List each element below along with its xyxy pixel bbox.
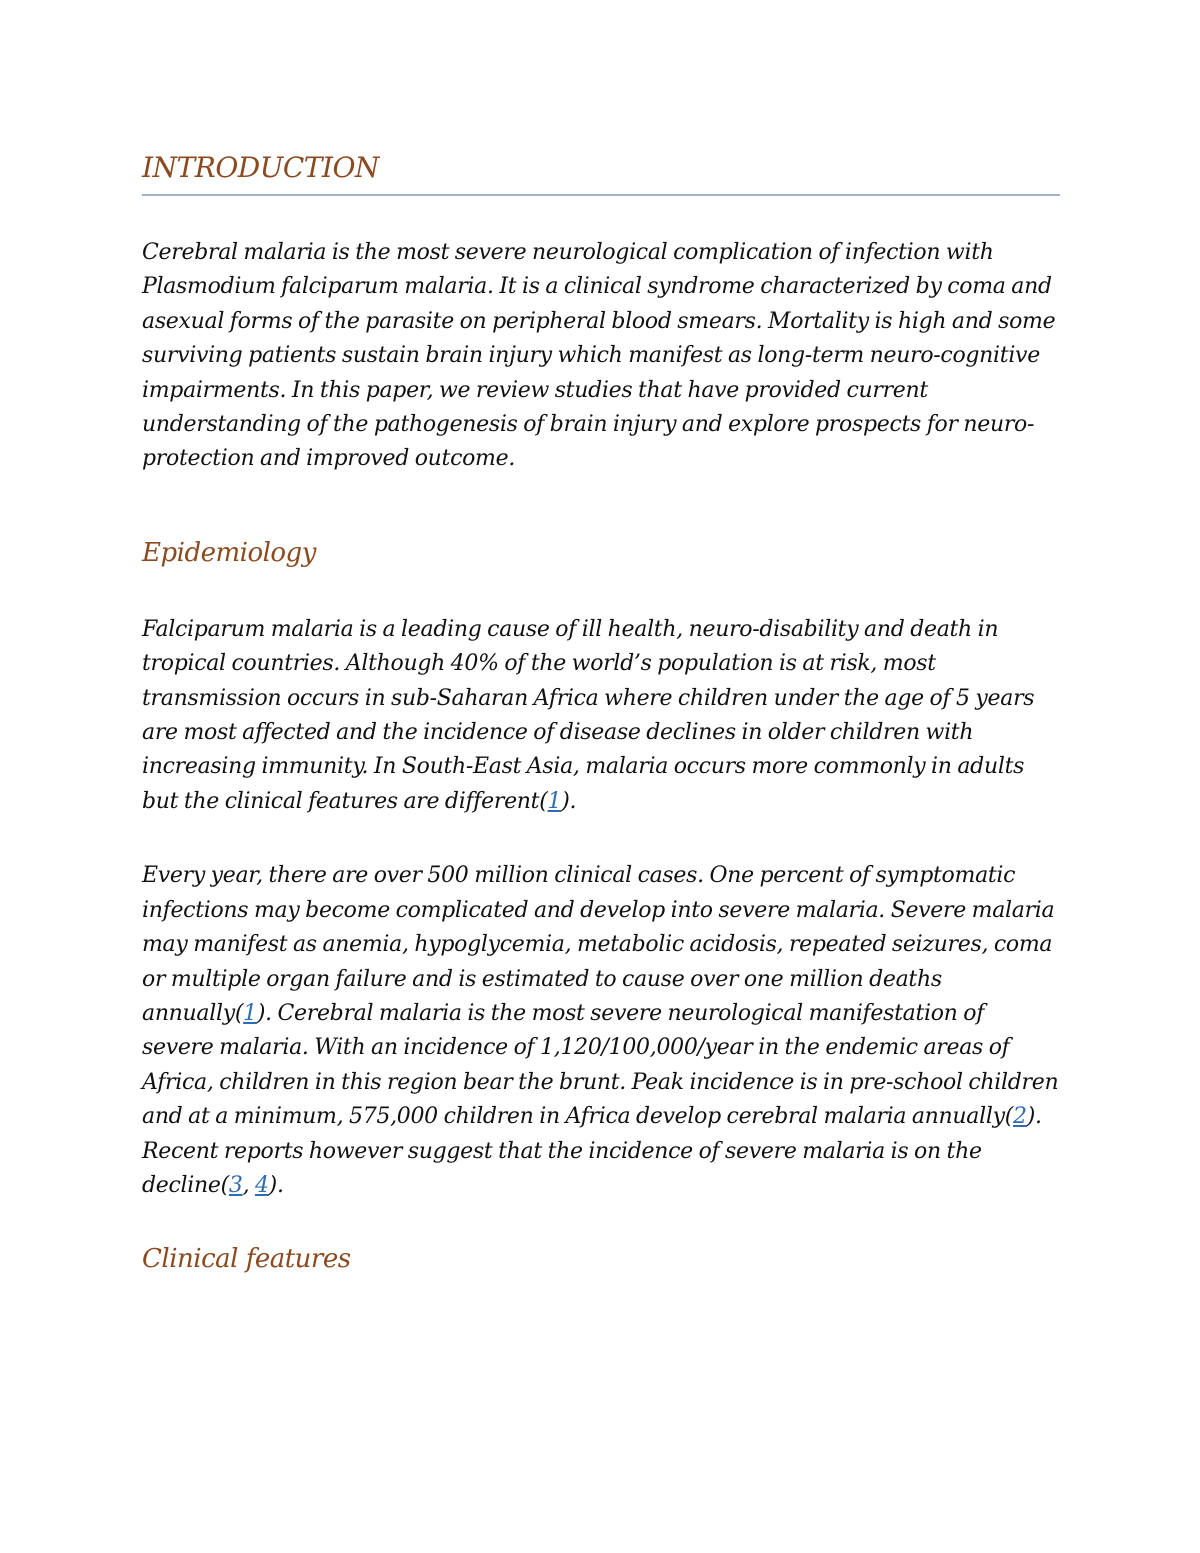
paragraph-text: ). — [268, 1172, 284, 1198]
paragraph-text: ). Cerebral malaria is the most severe neurological manifestation of severe malaria. With an incidence of 1,120/100,000/year in the endemic areas of Africa, children in this region bear the brunt. Peak incidence is in pre-school children and at a minimum, 575,000 children in Africa develop cerebral malaria annually( — [142, 1000, 1059, 1130]
epidemiology-paragraph-1 — [142, 613, 1060, 819]
intro-paragraph: Cerebral malaria is the most severe neurological complication of infection with Plasmodium falciparum malaria. It is a clinical syndrome characterized by coma and asexual forms of the parasite on peripheral blood smears. Mortality is high and some surviving patients sustain brain injury which manifest as long-term neuro-cognitive impairments. In this paper, we review studies that have provided current understanding of the pathogenesis of brain injury and explore prospects for neuro-protection and improved outcome. — [142, 240, 1056, 472]
paragraph-text: Falciparum malaria is a leading cause of ill health, neuro-disability and death in tropical countries. Although 40% of the world’s population is at risk, most transmission occurs in sub-Saharan Africa where children under the age of 5 years are most affected and the incidence of disease declines in older children with increasing immunity. In South-East Asia, malaria occurs more commonly in adults but the clinical features are different( — [142, 616, 1035, 814]
paragraph-text: ). Recent reports however suggest that the incidence of severe malaria is on the decline( — [142, 1104, 1042, 1198]
citation-link-4[interactable]: 4 — [254, 1172, 269, 1198]
citation-link-1[interactable]: 1 — [547, 788, 562, 814]
citation-link-3[interactable]: 3 — [228, 1172, 243, 1198]
citation-link-2[interactable]: 2 — [1013, 1104, 1027, 1130]
citation-link-1[interactable]: 1 — [243, 1000, 257, 1026]
paragraph-text: ). — [561, 788, 577, 814]
epidemiology-paragraph-2 — [142, 859, 1060, 1203]
page-title: INTRODUCTION — [142, 148, 1060, 196]
clinical-features-heading: Clinical features — [142, 1244, 351, 1275]
paragraph-text: Every year, there are over 500 million clinical cases. One percent of symptomatic infections may become complicated and develop into severe malaria. Severe malaria may manifest as anemia, hypoglycemia, metabolic acidosis, repeated seizures, coma or multiple organ failure and is estimated to cause over one million deaths annually( — [142, 863, 1055, 1026]
document-page — [142, 140, 1060, 1279]
epidemiology-heading: Epidemiology — [142, 537, 316, 568]
citation-separator: , — [242, 1172, 255, 1198]
